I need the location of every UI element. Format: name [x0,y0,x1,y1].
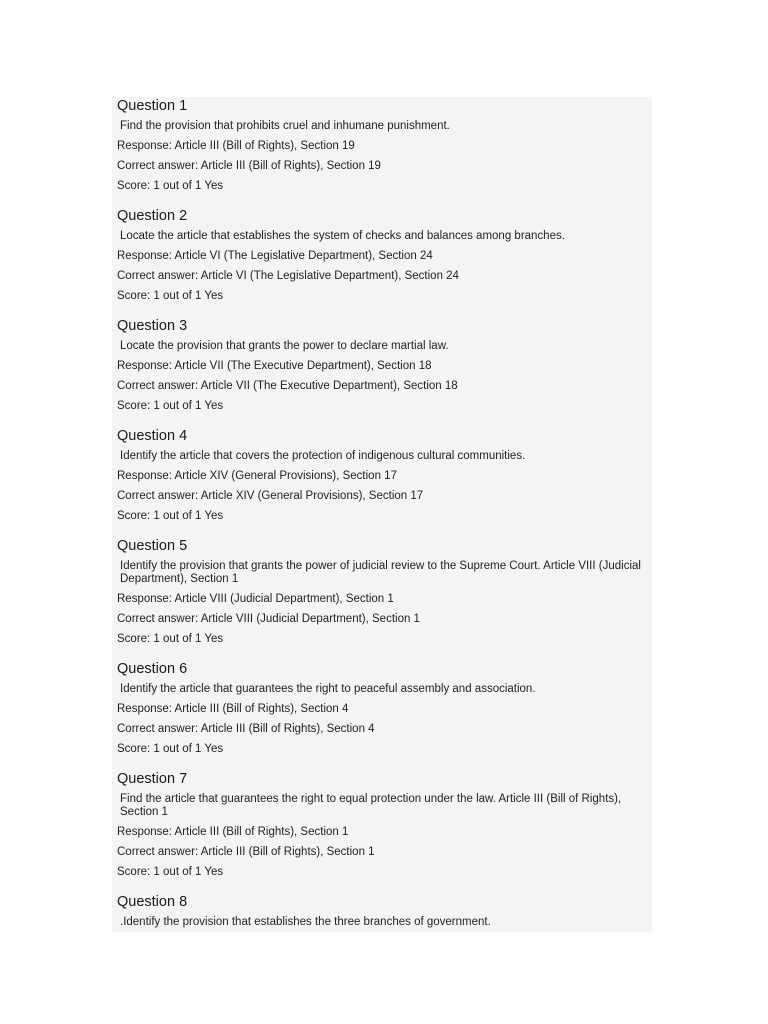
question-title: Question 5 [117,538,188,554]
question-block [117,660,647,763]
correct-answer-text: Correct answer: Article VII (The Executive Department), Section 18 [117,380,458,392]
response-text: Response: Article III (Bill of Rights), Section 19 [117,140,355,152]
question-title: Question 6 [117,661,188,677]
question-block [117,770,647,886]
response-text: Response: Article III (Bill of Rights), Section 1 [117,826,349,838]
response-text: Response: Article VIII (Judicial Department), Section 1 [117,593,394,605]
score-text: Score: 1 out of 1 Yes [117,400,224,412]
correct-answer-text: Correct answer: Article VI (The Legislative Department), Section 24 [117,270,459,282]
question-title: Question 8 [117,894,188,910]
score-text: Score: 1 out of 1 Yes [117,180,224,192]
question-title: Question 3 [117,318,188,334]
question-prompt: Find the provision that prohibits cruel and inhumane punishment. [120,120,450,132]
correct-answer-text: Correct answer: Article III (Bill of Rights), Section 19 [117,160,381,172]
correct-answer-text: Correct answer: Article III (Bill of Rights), Section 1 [117,846,375,858]
question-title: Question 1 [117,98,188,114]
question-prompt: Locate the provision that grants the power to declare martial law. [120,340,449,352]
correct-answer-text: Correct answer: Article VIII (Judicial Department), Section 1 [117,613,420,625]
response-text: Response: Article III (Bill of Rights), Section 4 [117,703,349,715]
question-block [117,427,647,530]
score-text: Score: 1 out of 1 Yes [117,743,224,755]
question-title: Question 4 [117,428,188,444]
question-prompt: Identify the article that covers the protection of indigenous cultural communities. [120,450,526,462]
question-title: Question 7 [117,771,188,787]
question-prompt: Locate the article that establishes the system of checks and balances among branches. [120,230,565,242]
question-prompt: Identify the provision that grants the power of judicial review to the Supreme Court. Article VIII (Judicial Department), Section 1 [120,560,641,585]
question-prompt: Identify the article that guarantees the right to peaceful assembly and association. [120,683,536,695]
question-block [117,893,647,932]
score-text: Score: 1 out of 1 Yes [117,633,224,645]
response-text: Response: Article VI (The Legislative Department), Section 24 [117,250,433,262]
question-block [117,97,647,200]
response-text: Response: Article XIV (General Provisions), Section 17 [117,470,397,482]
question-prompt: Find the article that guarantees the right to equal protection under the law. Article III (Bill of Rights), Section 1 [120,793,622,818]
correct-answer-text: Correct answer: Article III (Bill of Rights), Section 4 [117,723,375,735]
question-block [117,207,647,310]
score-text: Score: 1 out of 1 Yes [117,510,224,522]
quiz-results-panel [112,97,652,932]
score-text: Score: 1 out of 1 Yes [117,290,224,302]
correct-answer-text: Correct answer: Article XIV (General Provisions), Section 17 [117,490,424,502]
score-text: Score: 1 out of 1 Yes [117,866,224,878]
response-text: Response: Article VII (The Executive Department), Section 18 [117,360,432,372]
question-block [117,317,647,420]
question-title: Question 2 [117,208,188,224]
question-block [117,537,647,653]
question-prompt: .Identify the provision that establishes the three branches of government. [120,916,491,928]
